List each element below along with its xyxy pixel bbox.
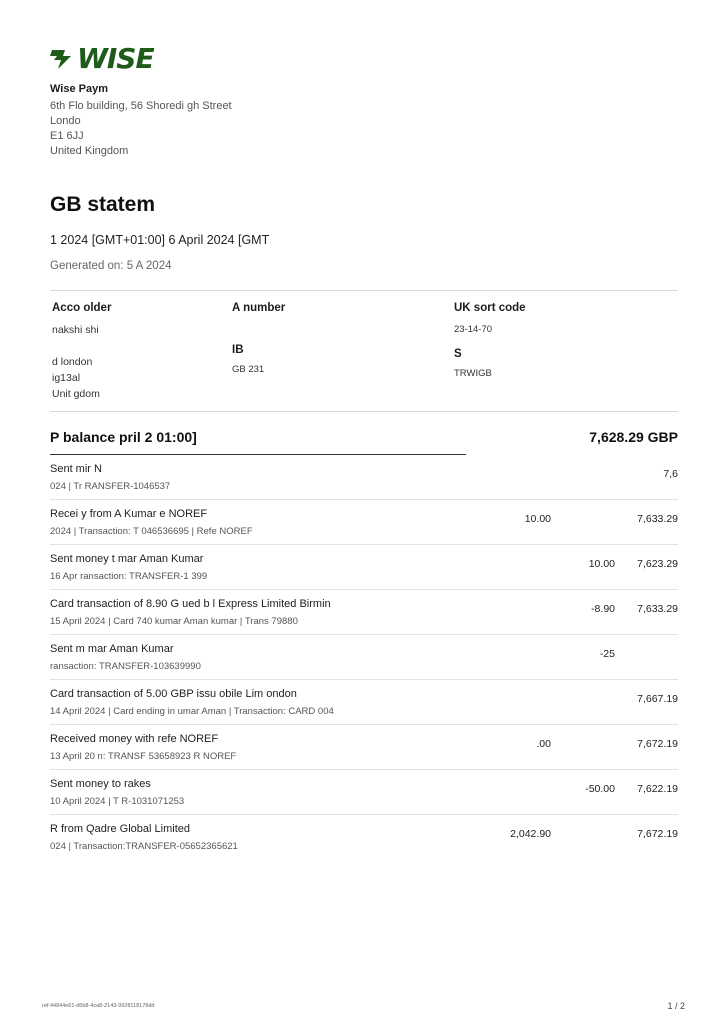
- iban-value: GB 231: [232, 364, 265, 375]
- balance-amount: 7,628.29 GBP: [589, 429, 678, 445]
- transaction-meta: ransaction: TRANSFER-103639990: [50, 661, 201, 672]
- transaction-description: Sent money t mar Aman Kumar: [50, 553, 204, 565]
- swift-value: TRWIGB: [454, 368, 492, 379]
- account-number-label: A number: [232, 302, 286, 314]
- transaction-balance: 7,622.19: [637, 783, 678, 795]
- account-number-column: [232, 302, 285, 378]
- balance-title: P balance pril 2 01:00]: [50, 429, 197, 445]
- transaction-description: R from Qadre Global Limited: [50, 823, 190, 835]
- account-holder-label: Acco older: [52, 302, 112, 314]
- transaction-balance: 7,667.19: [637, 693, 678, 705]
- transaction-row: [50, 455, 678, 500]
- holder-line: [52, 338, 111, 354]
- account-holder-column: [52, 302, 111, 402]
- transaction-meta: 13 April 20 n: TRANSF 53658923 R NOREF: [50, 751, 237, 762]
- transaction-incoming: 10.00: [524, 513, 551, 525]
- transaction-meta: 15 April 2024 | Card 740 kumar Aman kumar | Trans 79880: [50, 616, 298, 627]
- transaction-balance: 7,6: [663, 468, 678, 480]
- sort-code-value: 23-14-70: [454, 324, 493, 335]
- divider: [50, 290, 678, 291]
- company-address: [50, 82, 232, 159]
- transaction-row: [50, 500, 678, 545]
- sort-code-label: UK sort code: [454, 302, 526, 314]
- transaction-balance: 7,672.19: [637, 738, 678, 750]
- holder-line: d london: [52, 356, 93, 368]
- wise-logo: [50, 42, 154, 75]
- address-line: Londo: [50, 115, 81, 127]
- transaction-row: [50, 545, 678, 590]
- iban-label: IB: [232, 344, 244, 356]
- transaction-row: [50, 815, 678, 860]
- holder-line: ig13al: [52, 372, 81, 384]
- company-name: Wise Paym: [50, 83, 108, 95]
- statement-title: GB statem: [50, 193, 156, 216]
- divider: [50, 411, 678, 412]
- transaction-meta: 14 April 2024 | Card ending in umar Aman | Transaction: CARD 004: [50, 706, 334, 717]
- transaction-balance: 7,672.19: [637, 828, 678, 840]
- address-line: E1 6JJ: [50, 130, 84, 142]
- transactions-list: [50, 455, 678, 860]
- transaction-meta: 16 Apr ransaction: TRANSFER-1 399: [50, 571, 208, 582]
- account-holder-value: [52, 322, 111, 402]
- page-number: 1 / 2: [667, 1001, 685, 1011]
- transaction-incoming: 2,042.90: [510, 828, 551, 840]
- transaction-row: [50, 725, 678, 770]
- document-reference: ref:44844e61-d6b8-4ca8-2143-9928118178dd: [42, 1003, 155, 1009]
- holder-line: Unit gdom: [52, 388, 100, 400]
- transaction-row: [50, 635, 678, 680]
- transaction-description: Sent mir N: [50, 463, 102, 475]
- transaction-balance: 7,623.29: [637, 558, 678, 570]
- holder-line: nakshi shi: [52, 324, 99, 336]
- transaction-meta: 2024 | Transaction: T 046536695 | Refe NOREF: [50, 526, 253, 537]
- transaction-meta: 024 | Tr RANSFER-1046537: [50, 481, 171, 492]
- transaction-incoming: .00: [536, 738, 551, 750]
- wise-flag-icon: [50, 47, 76, 71]
- transaction-description: Sent money to rakes: [50, 778, 151, 790]
- swift-label: S: [454, 348, 462, 360]
- transaction-row: [50, 770, 678, 815]
- transaction-outgoing: -50.00: [585, 783, 615, 795]
- transaction-description: Card transaction of 8.90 G ued b l Express Limited Birmin: [50, 598, 331, 610]
- transaction-row: [50, 680, 678, 725]
- transaction-description: Sent m mar Aman Kumar: [50, 643, 174, 655]
- transaction-description: Card transaction of 5.00 GBP issu obile Lim ondon: [50, 688, 297, 700]
- transaction-meta: 024 | Transaction:TRANSFER-05652365621: [50, 841, 238, 852]
- transaction-description: Received money with refe NOREF: [50, 733, 219, 745]
- generated-date: Generated on: 5 A 2024: [50, 260, 172, 272]
- address-line: United Kingdom: [50, 145, 129, 157]
- transaction-outgoing: -25: [599, 648, 615, 660]
- transaction-row: [50, 590, 678, 635]
- transaction-outgoing: -8.90: [591, 603, 615, 615]
- logo-text: WISE: [77, 42, 154, 75]
- address-line: 6th Flo building, 56 Shoredi gh Street: [50, 100, 232, 112]
- transaction-description: Recei y from A Kumar e NOREF: [50, 508, 208, 520]
- sort-code-column: [454, 302, 526, 382]
- transaction-meta: 10 April 2024 | T R-1031071253: [50, 796, 185, 807]
- statement-period: 1 2024 [GMT+01:00] 6 April 2024 [GMT: [50, 233, 270, 247]
- transaction-outgoing: 10.00: [588, 558, 615, 570]
- transaction-balance: 7,633.29: [637, 603, 678, 615]
- transaction-balance: 7,633.29: [637, 513, 678, 525]
